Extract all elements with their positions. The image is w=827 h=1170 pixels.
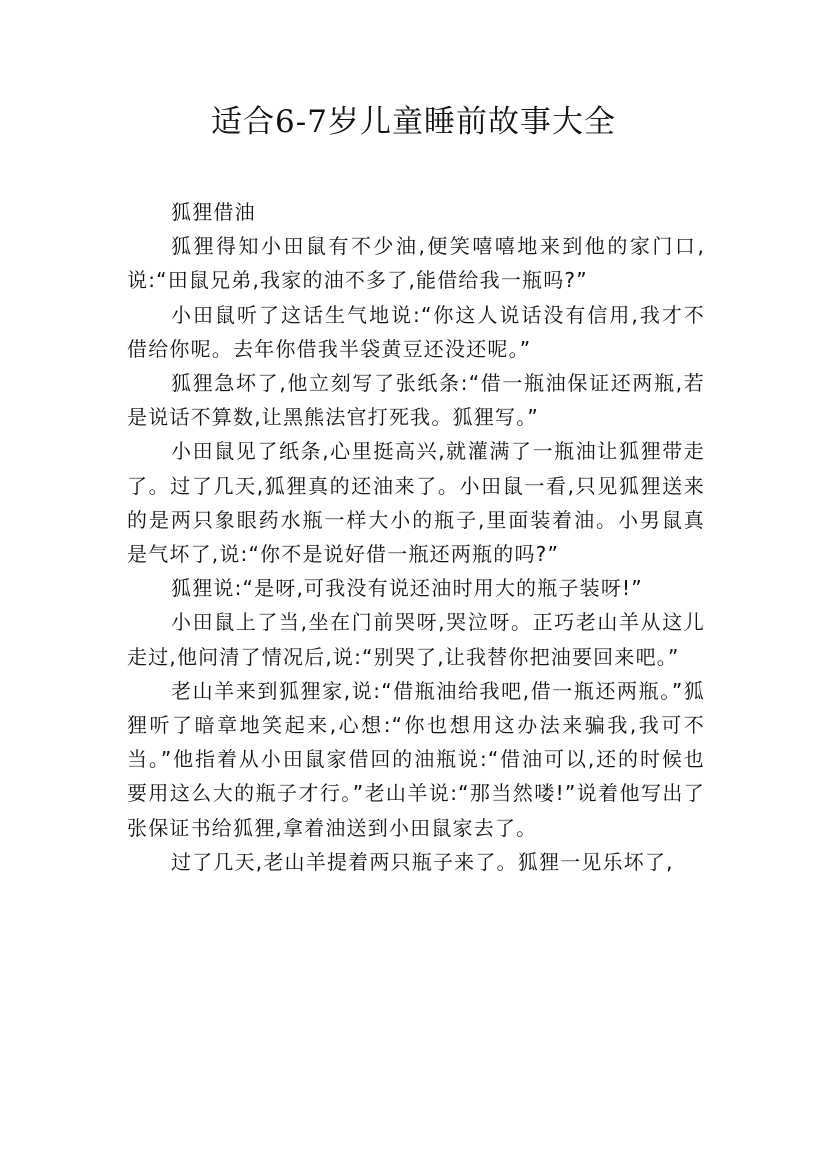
- document-body: [127, 195, 705, 879]
- document-title: 适合6-7岁儿童睡前故事大全: [211, 104, 616, 140]
- paragraph: 过了几天,老山羊提着两只瓶子来了。狐狸一见乐坏了,: [171, 849, 674, 874]
- story-title: 狐狸借油: [171, 200, 256, 224]
- paragraph: 老山羊来到狐狸家,说:“借瓶油给我吧,借一瓶还两瓶。”狐狸听了暗章地笑起来,心想:“你也想用这办法来骗我,我可不当。”他指着从小田鼠家借回的油瓶说:“借油可以,还的时候也要用这么大的瓶子才行。”老山羊说:“那当然喽!”说着他写出了张保证书给狐狸,拿着油送到小田鼠家去了。: [127, 678, 705, 840]
- paragraph: 狐狸说:“是呀,可我没有说还油时用大的瓶子装呀!”: [171, 576, 643, 601]
- paragraph: 小田鼠见了纸条,心里挺高兴,就灌满了一瓶油让狐狸带走了。过了几天,狐狸真的还油来了。小田鼠一看,只见狐狸送来的是两只象眼药水瓶一样大小的瓶子,里面装着油。小男鼠真是气坏了,说:“你不是说好借一瓶还两瓶的吗?”: [127, 439, 705, 567]
- paragraph: 小田鼠上了当,坐在门前哭呀,哭泣呀。正巧老山羊从这儿走过,他问清了情况后,说:“别哭了,让我替你把油要回来吧。”: [127, 610, 705, 669]
- paragraph: 狐狸得知小田鼠有不少油,便笑嘻嘻地来到他的家门口,说:“田鼠兄弟,我家的油不多了,能借给我一瓶吗?”: [127, 234, 705, 293]
- paragraph: 小田鼠听了这话生气地说:“你这人说话没有信用,我才不借给你呢。去年你借我半袋黄豆还没还呢。”: [127, 302, 705, 361]
- paragraph: 狐狸急坏了,他立刻写了张纸条:“借一瓶油保证还两瓶,若是说话不算数,让黑熊法官打死我。狐狸写。”: [127, 371, 705, 430]
